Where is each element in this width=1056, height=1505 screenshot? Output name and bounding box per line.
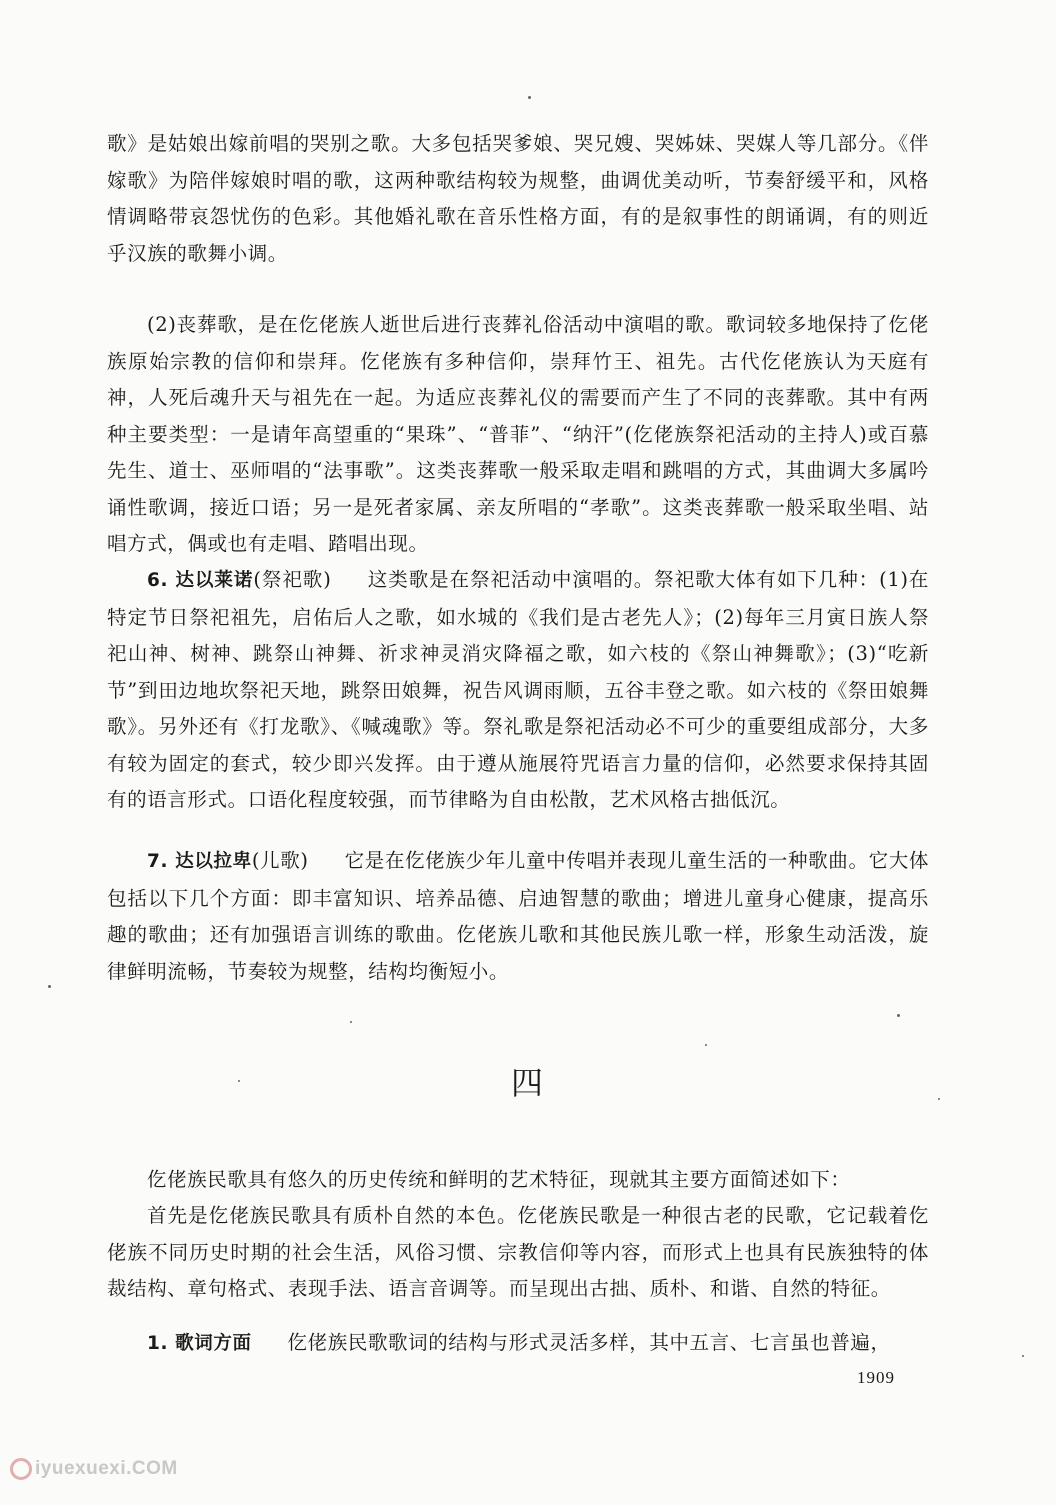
paragraph-text: (2)丧葬歌，是在仡佬族人逝世后进行丧葬礼俗活动中演唱的歌。歌词较多地保持了仡佬族原始宗教的信仰和崇拜。仡佬族有多种信仰，崇拜竹王、祖先。古代仡佬族认为天庭有神，人死后魂升天与祖先在一起。为适应丧葬礼仪的需要而产生了不同的丧葬歌。其中有两种主要类型：一是请年高望重的“果珠”、“普菲”、“纳汗”(仡佬族祭祀活动的主持人)或百慕先生、道士、巫师唱的“法事歌”。这类丧葬歌一般采取走唱和跳唱的方式，其曲调大多属吟诵性歌调，接近口语；另一是死者家属、亲友所唱的“孝歌”。这类丧葬歌一般采取坐唱、站唱方式，偶或也有走唱、踏唱出现。 bbox=[107, 313, 929, 555]
scan-speck bbox=[350, 1021, 352, 1023]
paragraph-wedding-songs bbox=[107, 126, 929, 272]
scan-speck bbox=[1022, 1355, 1024, 1357]
scan-speck bbox=[238, 1080, 240, 1082]
scan-speck bbox=[48, 985, 51, 988]
scan-speck bbox=[897, 1014, 900, 1017]
section-title: 四 bbox=[510, 1064, 545, 1102]
paragraph-simplicity bbox=[107, 1198, 929, 1308]
paragraph-funeral-songs bbox=[107, 307, 929, 563]
q-logo-icon bbox=[10, 1458, 32, 1480]
paragraph-text: 仡佬族民歌歌词的结构与形式灵活多样，其中五言、七言虽也普遍， bbox=[287, 1331, 891, 1354]
scan-speck bbox=[938, 1098, 940, 1100]
heading-subtitle: (儿歌) bbox=[251, 849, 309, 872]
page-number: 1909 bbox=[857, 1368, 895, 1387]
section-heading: 6. 达以莱诺 bbox=[147, 570, 254, 591]
paragraph-text: 它是在仡佬族少年儿童中传唱并表现儿童生活的一种歌曲。它大体包括以下几个方面：即丰富知识、培养品德、启迪智慧的歌曲；增进儿童身心健康，提高乐趣的歌曲；还有加强语言训练的歌曲。仡佬族儿歌和其他民族儿歌一样，形象生动活泼，旋律鲜明流畅，节奏较为规整，结构均衡短小。 bbox=[107, 849, 930, 983]
paragraph-lyrics bbox=[107, 1325, 929, 1363]
section-heading: 1. 歌词方面 bbox=[147, 1333, 252, 1354]
heading-subtitle: (祭祀歌) bbox=[253, 568, 332, 591]
paragraph-text: 仡佬族民歌具有悠久的历史传统和鲜明的艺术特征，现就其主要方面简述如下： bbox=[147, 1168, 851, 1191]
watermark bbox=[10, 1458, 178, 1480]
paragraph-children-songs bbox=[107, 843, 929, 990]
paragraph-text: 歌》是姑娘出嫁前唱的哭别之歌。大多包括哭爹娘、哭兄嫂、哭姊妹、哭媒人等几部分。《伴嫁歌》为陪伴嫁娘时唱的歌，这两种歌结构较为规整，曲调优美动听，节奏舒缓平和，风格情调略带哀怨忧伤的色彩。其他婚礼歌在音乐性格方面，有的是叙事性的朗诵调，有的则近乎汉族的歌舞小调。 bbox=[107, 132, 929, 265]
watermark-text: iyuexuexi.COM bbox=[35, 1458, 178, 1479]
scan-speck bbox=[528, 96, 531, 99]
paragraph-intro bbox=[107, 1162, 929, 1199]
section-heading: 7. 达以拉卑 bbox=[147, 851, 252, 872]
paragraph-sacrifice-songs bbox=[107, 562, 929, 819]
paragraph-text: 这类歌是在祭祀活动中演唱的。祭祀歌大体有如下几种：(1)在特定节日祭祀祖先，启佑后人之歌，如水城的《我们是古老先人》；(2)每年三月寅日族人祭祀山神、树神、跳祭山神舞、祈求神灵消灾降福之歌，如六枝的《祭山神舞歌》；(3)“吃新节”到田边地坎祭祀天地，跳祭田娘舞，祝告风调雨顺，五谷丰登之歌。如六枝的《祭田娘舞歌》。另外还有《打龙歌》、《喊魂歌》等。祭礼歌是祭祀活动必不可少的重要组成部分，大多有较为固定的套式，较少即兴发挥。由于遵从施展符咒语言力量的信仰，必然要求保持其固有的语言形式。口语化程度较强，而节律略为自由松散，艺术风格古拙低沉。 bbox=[107, 568, 930, 811]
paragraph-text: 首先是仡佬族民歌具有质朴自然的本色。仡佬族民歌是一种很古老的民歌，它记载着仡佬族不同历史时期的社会生活，风俗习惯、宗教信仰等内容，而形式上也具有民族独特的体裁结构、章句格式、表现手法、语言音调等。而呈现出古拙、质朴、和谐、自然的特征。 bbox=[107, 1204, 929, 1300]
scan-speck bbox=[705, 1044, 707, 1046]
